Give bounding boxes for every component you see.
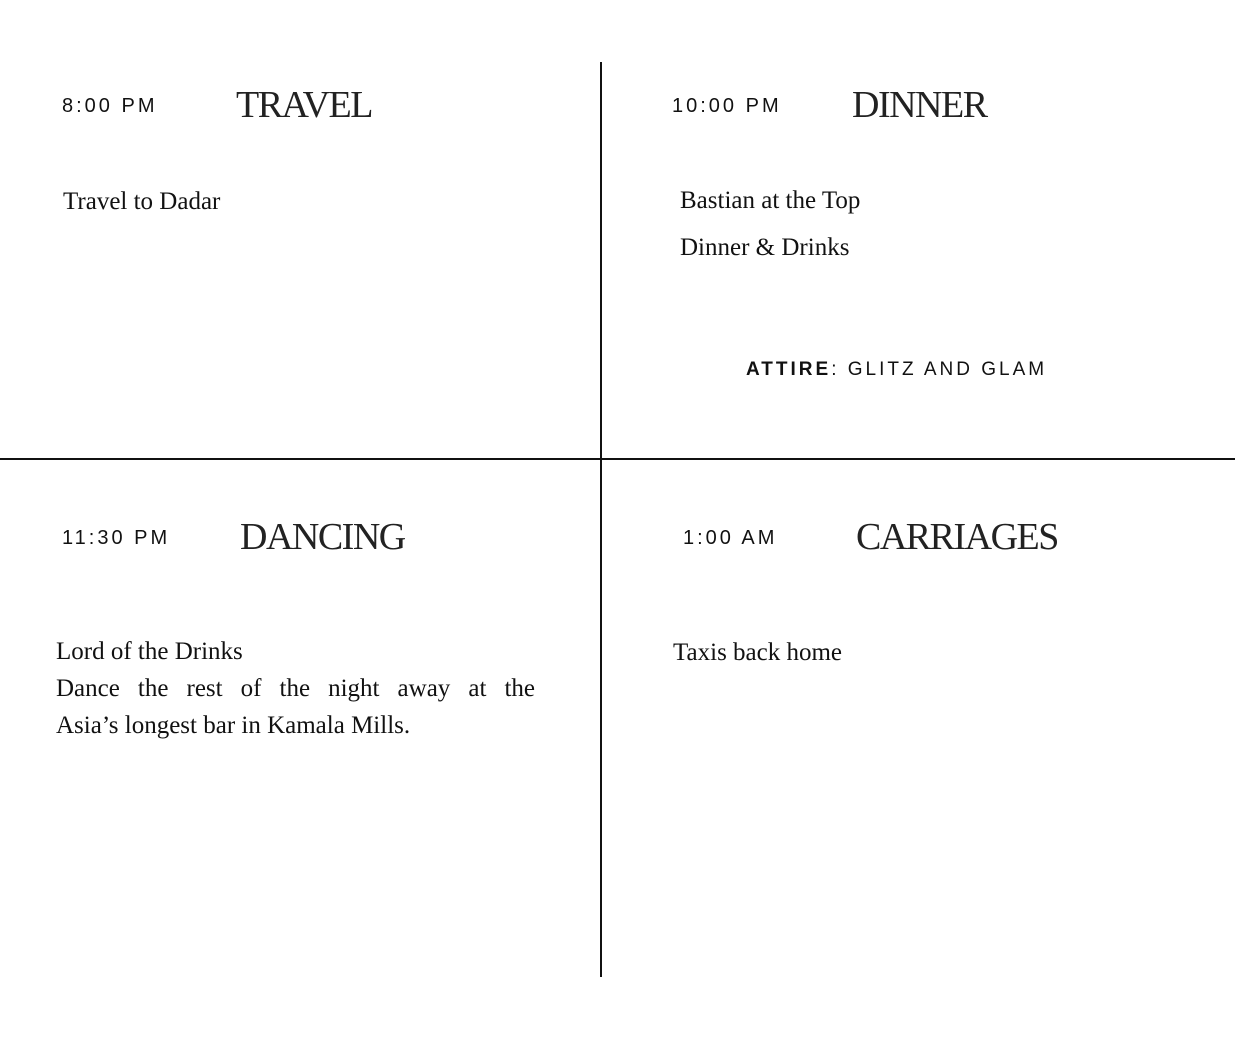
travel-time: 8:00 PM xyxy=(62,95,158,117)
travel-title: TRAVEL xyxy=(236,84,372,126)
horizontal-divider xyxy=(0,458,1235,460)
dancing-title: DANCING xyxy=(240,516,405,558)
dancing-line-3: Asia’s longest bar in Kamala Mills. xyxy=(56,712,411,739)
vertical-divider xyxy=(600,62,602,977)
dancing-line-2: Dance the rest of the night away at the xyxy=(56,675,535,702)
dinner-title: DINNER xyxy=(852,84,987,126)
dancing-time: 11:30 PM xyxy=(62,527,171,549)
dinner-description: Dinner & Drinks xyxy=(680,234,850,261)
dinner-time: 10:00 PM xyxy=(672,95,782,117)
travel-description: Travel to Dadar xyxy=(63,188,221,215)
dinner-venue: Bastian at the Top xyxy=(680,187,861,214)
dinner-attire xyxy=(746,359,1047,381)
attire-label: ATTIRE xyxy=(746,359,832,380)
carriages-description: Taxis back home xyxy=(673,639,843,666)
attire-value: : GLITZ AND GLAM xyxy=(831,359,1048,380)
carriages-title: CARRIAGES xyxy=(856,516,1058,558)
dancing-description xyxy=(56,633,535,744)
dancing-line-1: Lord of the Drinks xyxy=(56,638,243,665)
carriages-time: 1:00 AM xyxy=(683,527,778,549)
